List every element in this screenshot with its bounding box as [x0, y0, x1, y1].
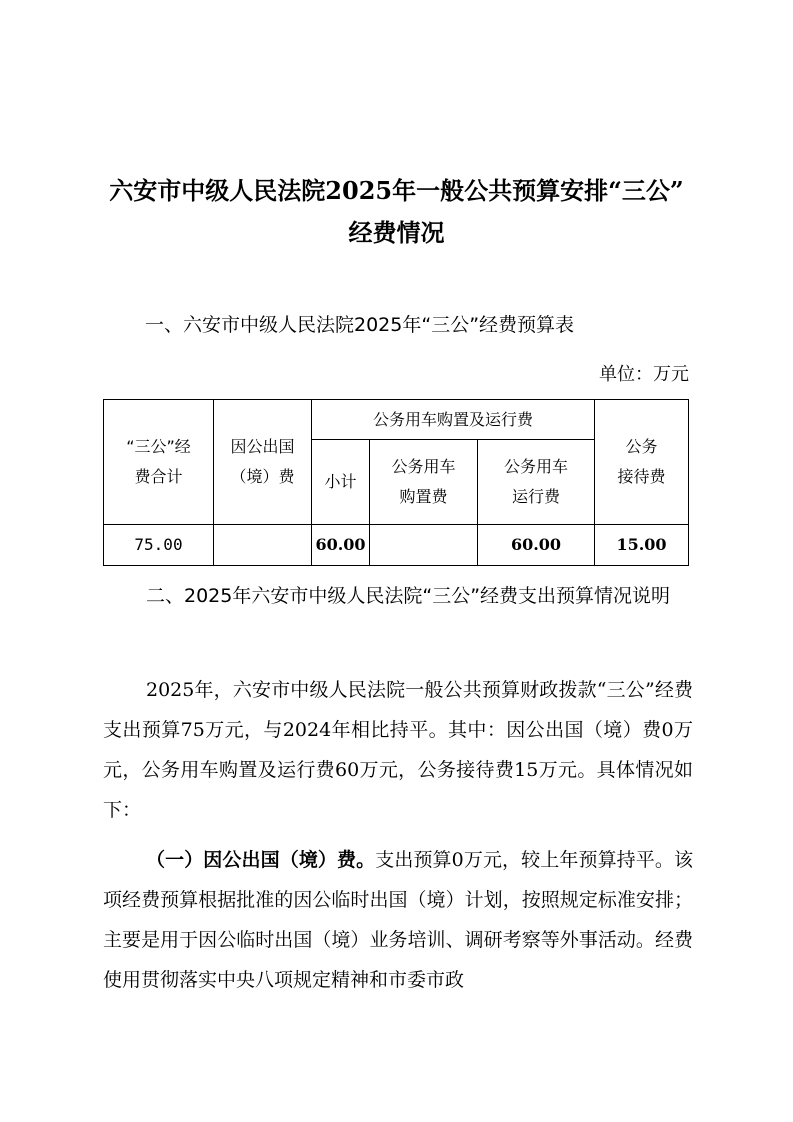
header-operation	[478, 440, 595, 525]
header-operation-line2: 运行费	[511, 487, 560, 507]
header-abroad	[214, 400, 312, 525]
paragraph-2	[103, 840, 693, 1000]
title-line-1: 六安市中级人民法院2025年一般公共预算安排“三公”	[109, 176, 684, 205]
header-total-line2: 费合计	[134, 467, 183, 486]
unit-label: 单位：万元	[599, 364, 689, 385]
header-vehicle-group: 公务用车购置及运行费	[312, 400, 595, 440]
header-total-line1: “三公”经	[126, 437, 191, 456]
document-title	[90, 170, 703, 254]
header-abroad-line2: （境）费	[230, 467, 295, 486]
header-total	[104, 400, 214, 525]
header-reception-line1: 公务	[625, 437, 658, 456]
title-line-2: 经费情况	[348, 218, 445, 247]
header-purchase-line2: 购置费	[399, 487, 448, 507]
header-purchase	[370, 440, 478, 525]
cell-subtotal: 60.00	[312, 525, 370, 566]
header-purchase-line1: 公务用车	[391, 457, 456, 477]
cell-operation: 60.00	[478, 525, 595, 566]
cell-purchase	[370, 525, 478, 566]
header-operation-line1: 公务用车	[503, 457, 568, 477]
cell-abroad	[214, 525, 312, 566]
cell-total: 75.00	[104, 525, 214, 566]
budget-table	[103, 399, 689, 566]
cell-reception: 15.00	[595, 525, 689, 566]
table-row	[104, 525, 689, 566]
header-reception-line2: 接待费	[617, 467, 666, 486]
paragraph-1: 2025年，六安市中级人民法院一般公共预算财政拨款“三公”经费支出预算75万元，与2024年相比持平。其中：因公出国（境）费0万元，公务用车购置及运行费60万元，公务接待费15万元。具体情况如下：	[103, 679, 693, 821]
paragraph-2-lead: （一）因公出国（境）费。	[146, 849, 376, 871]
paragraph-2-body: 支出预算0万元，较上年预算持平。该项经费预算根据批准的因公临时出国（境）计划，按照规定标准安排；主要是用于因公临时出国（境）业务培训、调研考察等外事活动。经费使用贯彻落实中央八项规定精神和市委市政	[103, 849, 693, 991]
section1-heading: 一、六安市中级人民法院2025年“三公”经费预算表	[145, 314, 575, 336]
header-subtotal: 小计	[312, 440, 370, 525]
section2-heading: 二、2025年六安市中级人民法院“三公”经费支出预算情况说明	[146, 585, 671, 607]
header-abroad-line1: 因公出国	[230, 437, 295, 456]
header-reception	[595, 400, 689, 525]
